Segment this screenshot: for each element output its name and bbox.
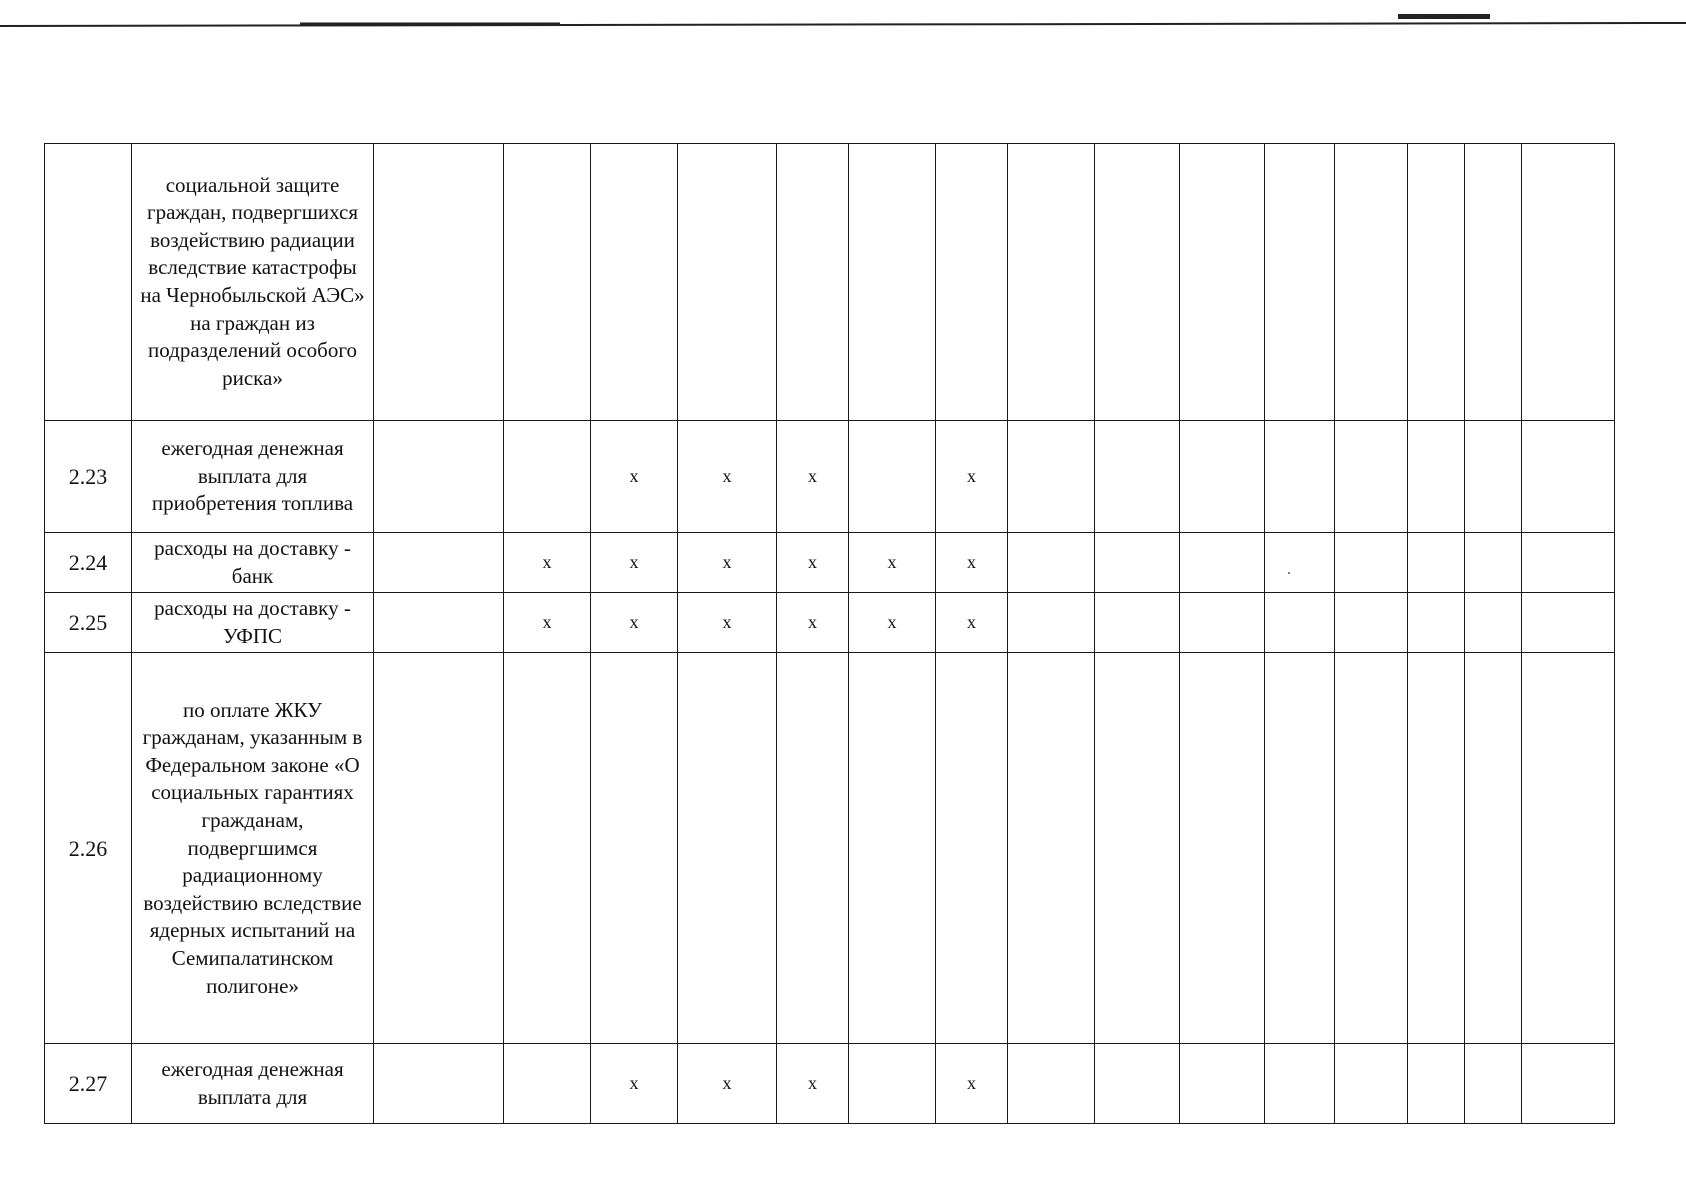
- mark-cell: x: [678, 1044, 777, 1124]
- mark-cell: x: [849, 593, 936, 653]
- mark-cell: x: [591, 593, 678, 653]
- mark-cell: [1008, 144, 1095, 421]
- mark-cell: [504, 421, 591, 533]
- mark-cell: x: [777, 533, 849, 593]
- mark-cell: [1522, 653, 1615, 1044]
- mark-cell: [1265, 1044, 1335, 1124]
- mark-cell: [1335, 1044, 1408, 1124]
- mark-cell: [1265, 533, 1335, 593]
- mark-cell: x: [936, 593, 1008, 653]
- mark-cell: [849, 653, 936, 1044]
- mark-cell: [1522, 1044, 1615, 1124]
- mark-cell: [936, 144, 1008, 421]
- mark-cell: [374, 1044, 504, 1124]
- mark-cell: [777, 144, 849, 421]
- mark-cell: x: [849, 533, 936, 593]
- mark-cell: x: [678, 421, 777, 533]
- mark-cell: [1522, 144, 1615, 421]
- mark-cell: [374, 533, 504, 593]
- mark-cell: x: [591, 1044, 678, 1124]
- mark-cell: [1180, 144, 1265, 421]
- table-row: [45, 593, 1615, 653]
- mark-cell: [1008, 533, 1095, 593]
- mark-cell: [1465, 144, 1522, 421]
- mark-cell: [1008, 421, 1095, 533]
- mark-cell: [1408, 1044, 1465, 1124]
- mark-cell: [1465, 593, 1522, 653]
- mark-cell: [504, 653, 591, 1044]
- mark-cell: [1095, 144, 1180, 421]
- mark-cell: [1095, 1044, 1180, 1124]
- row-description: социальной защите граждан, подвергшихся воздействию радиации вследствие катастрофы на Чернобыльской АЭС» на граждан из подразделений особого риска»: [132, 144, 374, 421]
- mark-cell: [374, 144, 504, 421]
- mark-cell: x: [936, 1044, 1008, 1124]
- benefits-table: [44, 143, 1615, 1124]
- row-number: 2.27: [45, 1044, 132, 1124]
- mark-cell: [1465, 653, 1522, 1044]
- scan-top-rule: [0, 14, 1686, 40]
- mark-cell: x: [777, 593, 849, 653]
- mark-cell: x: [936, 533, 1008, 593]
- row-description: ежегодная денежная выплата для приобретения топлива: [132, 421, 374, 533]
- mark-cell: [1408, 533, 1465, 593]
- row-number: [45, 144, 132, 421]
- mark-cell: [1335, 421, 1408, 533]
- mark-cell: [1180, 533, 1265, 593]
- mark-cell: x: [777, 421, 849, 533]
- table-row: [45, 144, 1615, 421]
- mark-cell: [1008, 1044, 1095, 1124]
- mark-cell: [936, 653, 1008, 1044]
- mark-cell: [1522, 421, 1615, 533]
- mark-cell: [504, 1044, 591, 1124]
- table-row: [45, 421, 1615, 533]
- row-number: 2.24: [45, 533, 132, 593]
- mark-cell: [1265, 593, 1335, 653]
- mark-cell: [1180, 653, 1265, 1044]
- mark-cell: [1265, 421, 1335, 533]
- table-row: [45, 1044, 1615, 1124]
- mark-cell: [1180, 593, 1265, 653]
- mark-cell: [1522, 593, 1615, 653]
- mark-cell: [1180, 1044, 1265, 1124]
- mark-cell: x: [504, 593, 591, 653]
- mark-cell: [1408, 421, 1465, 533]
- mark-cell: [1180, 421, 1265, 533]
- mark-cell: [1408, 593, 1465, 653]
- mark-cell: [678, 653, 777, 1044]
- row-description: расходы на доставку - УФПС: [132, 593, 374, 653]
- mark-cell: [1265, 144, 1335, 421]
- mark-cell: x: [777, 1044, 849, 1124]
- mark-cell: [374, 421, 504, 533]
- mark-cell: x: [504, 533, 591, 593]
- mark-cell: [849, 144, 936, 421]
- mark-cell: [1465, 1044, 1522, 1124]
- row-number: 2.25: [45, 593, 132, 653]
- scan-speck: [1288, 572, 1290, 574]
- mark-cell: [1408, 653, 1465, 1044]
- mark-cell: [678, 144, 777, 421]
- mark-cell: x: [678, 533, 777, 593]
- mark-cell: [1335, 653, 1408, 1044]
- table-row: [45, 653, 1615, 1044]
- mark-cell: [1095, 593, 1180, 653]
- mark-cell: [1522, 533, 1615, 593]
- table-row: [45, 533, 1615, 593]
- mark-cell: [1095, 533, 1180, 593]
- mark-cell: [777, 653, 849, 1044]
- table-body: [45, 144, 1615, 1124]
- mark-cell: [1008, 593, 1095, 653]
- mark-cell: x: [591, 421, 678, 533]
- mark-cell: x: [678, 593, 777, 653]
- mark-cell: [374, 653, 504, 1044]
- mark-cell: [1335, 144, 1408, 421]
- mark-cell: [1408, 144, 1465, 421]
- mark-cell: [374, 593, 504, 653]
- mark-cell: x: [936, 421, 1008, 533]
- mark-cell: [1095, 653, 1180, 1044]
- mark-cell: [1465, 533, 1522, 593]
- mark-cell: [1465, 421, 1522, 533]
- mark-cell: [504, 144, 591, 421]
- row-number: 2.26: [45, 653, 132, 1044]
- row-description: ежегодная денежная выплата для: [132, 1044, 374, 1124]
- mark-cell: [849, 421, 936, 533]
- mark-cell: [1008, 653, 1095, 1044]
- row-description: по оплате ЖКУ гражданам, указанным в Федеральном законе «О социальных гарантиях гражданам, подвергшимся радиационному воздействию вследствие ядерных испытаний на Семипалатинском полигоне»: [132, 653, 374, 1044]
- mark-cell: [1265, 653, 1335, 1044]
- mark-cell: [849, 1044, 936, 1124]
- mark-cell: [591, 653, 678, 1044]
- row-number: 2.23: [45, 421, 132, 533]
- mark-cell: [1095, 421, 1180, 533]
- mark-cell: [1335, 533, 1408, 593]
- row-description: расходы на доставку - банк: [132, 533, 374, 593]
- mark-cell: x: [591, 533, 678, 593]
- mark-cell: [1335, 593, 1408, 653]
- mark-cell: [591, 144, 678, 421]
